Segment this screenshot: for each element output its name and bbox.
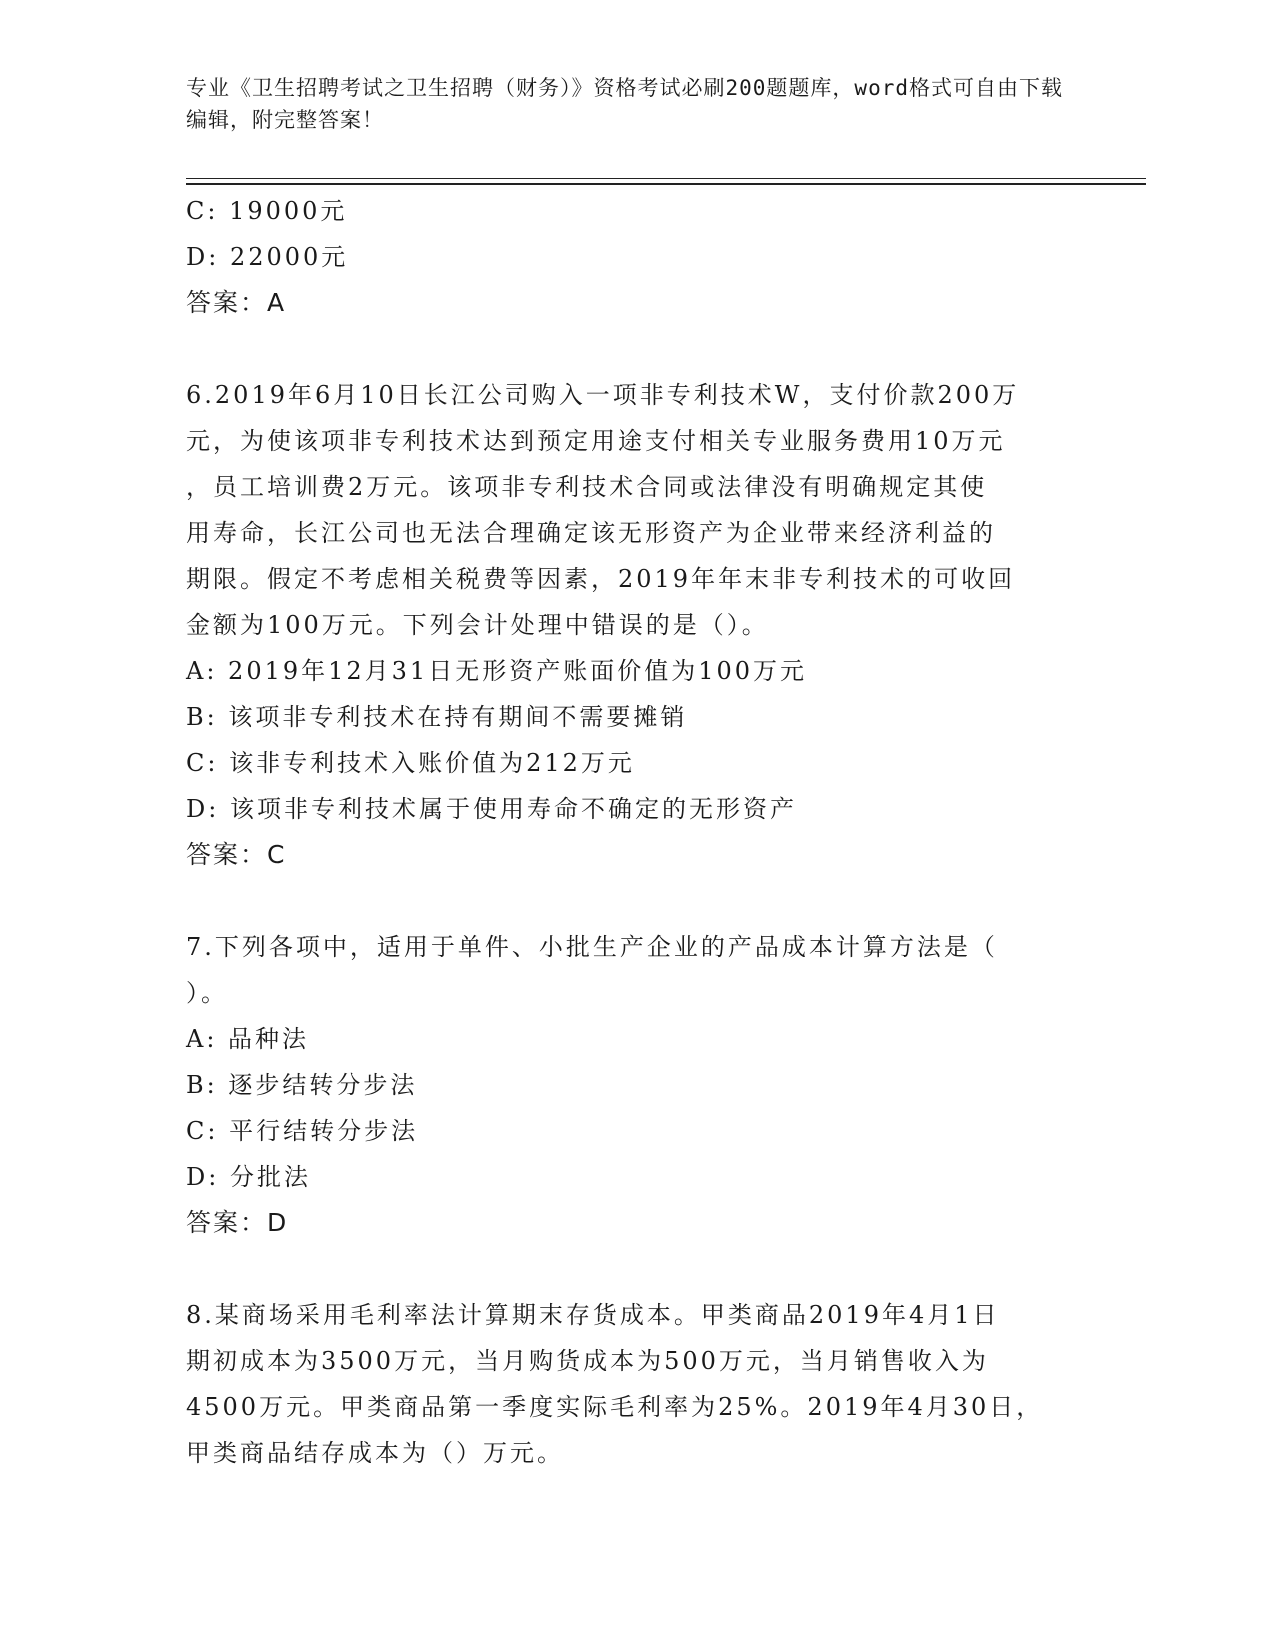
spacer [186,1246,1066,1292]
question-stem-line: ）。 [186,979,228,1007]
document-body [186,188,1066,1476]
option-b: B: 该项非专利技术在持有期间不需要摊销 [186,703,688,731]
option-d: D: 分批法 [186,1163,311,1191]
answer-line: 答案：A [186,288,287,317]
header-rule-top [186,178,1146,179]
question-7 [186,924,1066,1246]
header-rule-bottom [186,183,1146,185]
question-stem-line: 8.某商场采用毛利率法计算期末存货成本。甲类商品2019年4月1日 [186,1301,1000,1329]
question-stem-line: ，员工培训费2万元。该项非专利技术合同或法律没有明确规定其使 [186,473,988,501]
option-a: A: 2019年12月31日无形资产账面价值为100万元 [186,657,808,685]
question-8 [186,1292,1066,1476]
question-fragment [186,188,1066,326]
answer-line: 答案：C [186,840,287,869]
spacer [186,326,1066,372]
option-b: B: 逐步结转分步法 [186,1071,418,1099]
answer-line: 答案：D [186,1208,289,1237]
question-stem-line: 4500万元。甲类商品第一季度实际毛利率为25%。2019年4月30日， [186,1393,1044,1421]
option-c: C: 平行结转分步法 [186,1117,419,1145]
option-d: D: 该项非专利技术属于使用寿命不确定的无形资产 [186,795,797,823]
question-stem-line: 期限。假定不考虑相关税费等因素，2019年年末非专利技术的可收回 [186,565,1016,593]
option-c: C: 该非专利技术入账价值为212万元 [186,749,635,777]
question-stem-line: 7.下列各项中，适用于单件、小批生产企业的产品成本计算方法是（ [186,933,998,961]
question-stem-line: 甲类商品结存成本为（）万元。 [186,1439,564,1467]
question-6 [186,372,1066,878]
question-stem-line: 元，为使该项非专利技术达到预定用途支付相关专业服务费用10万元 [186,427,1006,455]
option-d: D: 22000元 [186,243,349,271]
question-stem-line: 用寿命，长江公司也无法合理确定该无形资产为企业带来经济利益的 [186,519,996,547]
spacer [186,878,1066,924]
document-header: 专业《卫生招聘考试之卫生招聘（财务）》资格考试必刷200题题库，word格式可自由下载编辑，附完整答案！ [186,76,1063,132]
option-a: A: 品种法 [186,1025,310,1053]
question-stem-line: 金额为100万元。下列会计处理中错误的是（）。 [186,611,769,639]
question-stem-line: 6.2019年6月10日长江公司购入一项非专利技术W，支付价款200万 [186,381,1020,409]
option-c: C: 19000元 [186,197,348,225]
question-stem-line: 期初成本为3500万元，当月购货成本为500万元，当月销售收入为 [186,1347,989,1375]
